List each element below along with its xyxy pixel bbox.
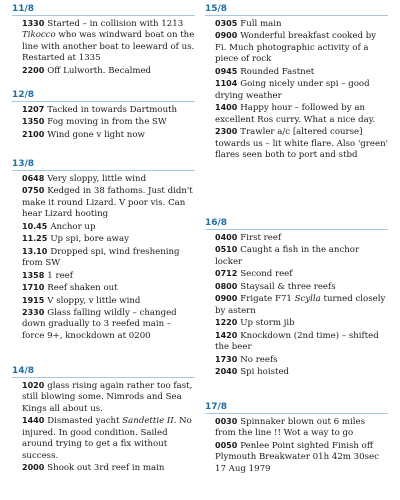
entry-text: Glass falling wildly – changed down gradually to 3 reefed main – force 9+, knockdown at 0200 [22,307,177,341]
date-heading: 13/8 [12,155,195,171]
entry-time: 0800 [215,281,238,291]
entry-time: 1420 [215,330,238,340]
entry-text: Rounded Fastnet [240,66,315,77]
right-column [205,0,388,475]
entry-text: Knockdown (2nd time) – shifted the beer [215,330,379,353]
log-entry [215,330,388,354]
ship-name: Scylla [294,294,321,305]
log-entry [22,270,195,282]
entry-time: 0510 [215,245,238,255]
entry-text: Trawler a/c [altered course] towards us – lit white flare. Also 'green' flares seen both to port and stbd [215,127,388,160]
log-entry [22,129,195,141]
entry-time: 1104 [215,79,238,89]
log-entry [22,65,195,77]
yacht-name: Sandettie II [122,416,174,427]
entries [12,173,195,342]
entry-text: First reef [240,233,282,243]
day-section [12,362,195,475]
entry-time: 1730 [215,354,238,364]
entry-time: 13.10 [22,246,48,256]
entry-text: Wind gone v light now [47,129,145,140]
entry-text: Dropped spi, wind freshening from SW [22,246,180,269]
log-entry [22,233,195,245]
day-section [205,214,388,398]
entry-time: 2000 [22,463,45,473]
entry-time: 0030 [215,417,238,426]
entry-text: Started – in collision with 1213 [47,19,184,29]
entry-time: 0305 [215,19,238,28]
log-entry [215,440,388,475]
date-heading: 16/8 [205,214,388,230]
log-entry [22,307,195,342]
entry-time: 2330 [22,307,45,317]
entry-time: 2040 [215,366,238,376]
log-entry [215,293,388,317]
entry-text: Fog moving in from the SW [47,117,167,128]
log-entry [22,462,195,474]
entry-time: 0750 [22,186,45,196]
entry-text: Reef shaken out [47,283,118,294]
entries [12,18,195,77]
log-entry [215,416,388,440]
entry-text: Shook out 3rd reef in main [47,463,165,474]
entry-text: Dismasted yacht [47,416,123,427]
log-entry [22,104,195,116]
entry-text: Very sloppy, little wind [47,174,147,184]
log-entry [215,18,388,30]
entries [205,232,388,378]
entry-time: 1400 [215,103,238,113]
entry-text: glass rising again rather too fast, still blowing some. Nimrods and Sea Kings all about us. [22,381,193,414]
entry-time: 1207 [22,105,45,114]
entry-text: Wonderful breakfast cooked by Fi. Much photographic activity of a piece of rock [215,31,377,65]
log-entry [215,354,388,366]
entry-time: 2100 [22,129,45,139]
entry-text: Penlee Point sighted Finish off Plymouth Breakwater 01h 42m 30sec 17 Aug 1979 [215,440,379,474]
log-entry [22,415,195,462]
day-section [12,0,195,86]
entry-text: Off Lulworth. Becalmed [47,65,152,76]
entry-text: who was windward boat on the line with another boat to leeward of us. Restarted at 1335 [22,30,195,64]
entry-time: 2300 [215,127,238,137]
log-entry [22,18,195,65]
entry-text: . No injured. In good condition. Sailed around trying to get a fix without success. [22,416,192,461]
log-entry [22,380,195,415]
entry-time: 11.25 [22,234,48,244]
entry-text: Anchor up [50,221,96,232]
log-entry [22,116,195,128]
entry-text: Staysail & three reefs [240,281,336,292]
boat-name: Tikocco [22,30,56,41]
entry-text: Caught a fish in the anchor locker [215,245,360,267]
entry-text: Up spi, bore away [50,234,129,245]
log-entry [22,185,195,220]
day-section [12,86,195,155]
entry-time: 0900 [215,31,238,41]
entry-text: 1 reef [47,270,73,281]
date-heading: 11/8 [12,0,195,16]
date-heading: 17/8 [205,398,388,414]
entry-time: 1020 [22,381,45,390]
entry-time: 0712 [215,269,238,279]
entry-time: 1330 [22,19,45,28]
log-entry [22,246,195,270]
log-entry [22,221,195,233]
entry-time: 1358 [22,270,45,280]
entry-time: 1220 [215,318,238,328]
entry-text: No reefs [240,354,278,365]
entry-time: 1915 [22,295,45,305]
log-entry [22,295,195,307]
left-column [12,0,195,475]
entry-text: Frigate F71 [240,294,295,305]
log-entry [215,102,388,126]
entry-time: 1710 [22,283,45,293]
date-heading: 12/8 [12,86,195,102]
date-heading: 14/8 [12,362,195,378]
day-section [205,0,388,214]
day-section [205,398,388,475]
entry-time: 0050 [215,440,238,450]
log-entry [215,244,388,268]
entry-time: 1440 [22,416,45,426]
entry-time: 0648 [22,174,45,183]
log-entry [22,173,195,185]
log-entry [215,30,388,65]
entry-text: Full main [240,19,282,29]
entry-time: 10.45 [22,221,48,231]
entry-text: Tacked in towards Dartmouth [47,105,178,115]
date-heading: 15/8 [205,0,388,16]
entry-time: 0945 [215,66,238,76]
day-section [12,155,195,362]
entries [205,18,388,161]
entry-text: Happy hour – followed by an excellent Ros curry. What a nice day. [215,103,376,125]
log-entry [215,232,388,244]
entry-text: Going nicely under spi – good drying weather [215,79,370,101]
entry-text: turned closely by astern [215,294,386,316]
log-entry [215,317,388,329]
entries [12,380,195,475]
entry-text: Spi hoisted [240,366,290,377]
entry-time: 1350 [22,117,45,127]
entry-text: Spinnaker blown out 6 miles from the line !! Wot a way to go [215,417,366,439]
log-entry [22,282,195,294]
entries [12,104,195,141]
log-entry [215,366,388,378]
entry-time: 2200 [22,65,45,75]
entry-text: Kedged in 38 fathoms. Just didn't make it round Lizard. V poor vis. Can hear Lizard hooting [22,186,193,220]
log-entry [215,126,388,161]
log-entry [215,66,388,78]
entry-time: 0400 [215,233,238,242]
entry-time: 0900 [215,294,238,304]
log-entry [215,78,388,102]
entry-text: Up storm jib [240,318,295,329]
entry-text: Second reef [240,269,293,280]
log-entry [215,281,388,293]
entries [205,416,388,475]
entry-text: V sloppy, v little wind [47,295,141,306]
log-entry [215,268,388,280]
